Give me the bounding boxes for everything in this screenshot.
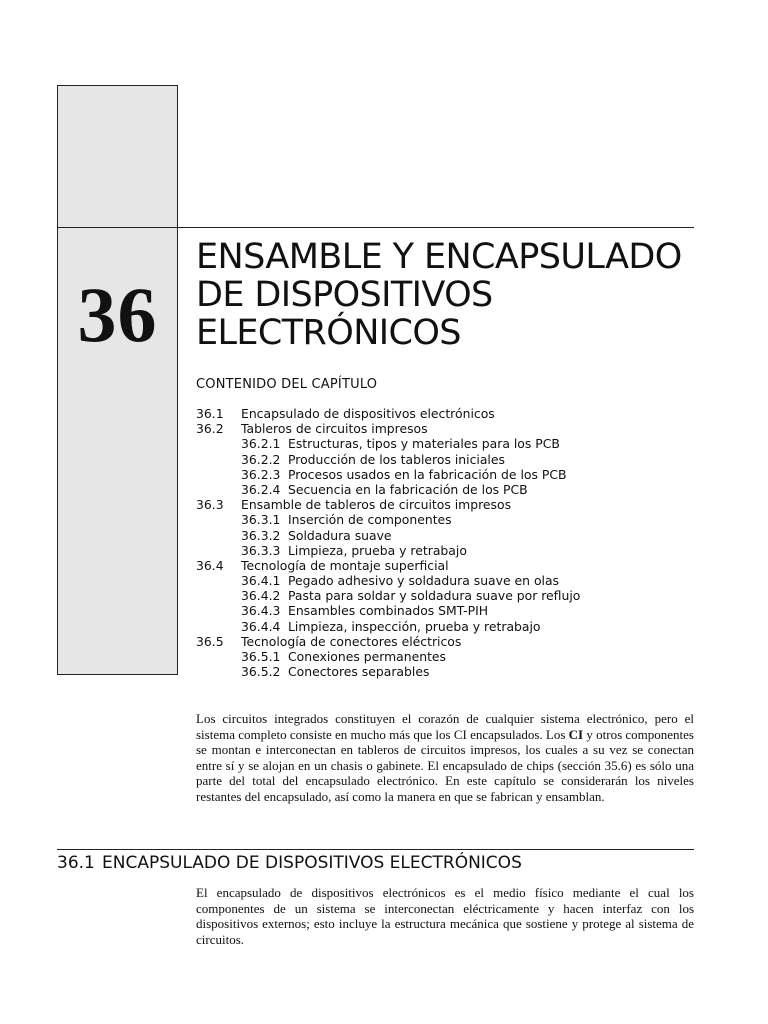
toc-item-number: 36.3.1 <box>241 512 281 528</box>
toc-item-label: Procesos usados en la fabricación de los PCB <box>288 466 567 482</box>
toc-item-label: Secuencia en la fabricación de los PCB <box>288 481 528 497</box>
toc-item-number: 36.2.2 <box>241 451 281 467</box>
toc-item-label: Soldadura suave <box>288 527 392 543</box>
intro-bold-term: CI <box>568 726 584 742</box>
intro-text: Los circuitos integrados constituyen el corazón de cualquier sistema electrónico, pero el sistema completo consiste en mucho más que los CI encapsulados. Los <box>196 711 694 742</box>
intro-paragraph <box>196 711 694 804</box>
chapter-title <box>196 238 716 352</box>
section-rule <box>57 849 694 850</box>
toc-item-number: 36.2 <box>196 421 224 437</box>
toc-item-number: 36.2.4 <box>241 481 281 497</box>
toc-item-label: Pegado adhesivo y soldadura suave en olas <box>288 573 560 589</box>
toc-item-label: Encapsulado de dispositivos electrónicos <box>241 406 495 421</box>
toc-item-number: 36.4.4 <box>241 618 281 634</box>
toc-item-number: 36.4 <box>196 557 224 573</box>
toc-heading: CONTENIDO DEL CAPÍTULO <box>196 377 378 392</box>
intro-text: y otros componentes se montan e interconectan en tableros de circuitos impresos, los cuales a su vez se conectan entre sí y se alojan en un chasis o gabinete. El encapsulado de chips (sección 35.6) es sólo una parte del total del encapsulado electrónico. En este capítulo se considerarán los niveles restantes del encapsulado, así como la manera en que se fabrican y ensamblan. <box>196 726 694 804</box>
toc-item-label: Conectores separables <box>288 664 430 680</box>
toc-item-number: 36.4.1 <box>241 573 281 589</box>
toc-item-number: 36.5.1 <box>241 649 281 664</box>
toc-item-label: Estructuras, tipos y materiales para los PCB <box>288 436 560 452</box>
toc-item-label: Limpieza, prueba y retrabajo <box>288 542 467 558</box>
section-paragraph: El encapsulado de dispositivos electrónicos es el medio físico mediante el cual los componentes de un sistema se interconectan eléctricamente y hacen interfaz con los dispositivos externos; esto incluye la estructura mecánica que sostiene y protege al sistema de circuitos. <box>196 885 694 947</box>
toc-item-number: 36.3.3 <box>241 542 281 558</box>
toc-item-number: 36.1 <box>196 406 224 421</box>
toc-item-label: Tecnología de conectores eléctricos <box>241 633 462 649</box>
chapter-title-line: ELECTRÓNICOS <box>196 313 461 353</box>
toc-item-number: 36.2.1 <box>241 436 281 452</box>
toc-item-label: Limpieza, inspección, prueba y retrabajo <box>288 618 541 634</box>
toc-item-label: Tableros de circuitos impresos <box>241 421 428 437</box>
sidebar-divider <box>57 227 178 228</box>
toc-item-number: 36.3 <box>196 497 224 513</box>
toc-item-number: 36.3.2 <box>241 527 281 543</box>
toc-item-label: Ensamble de tableros de circuitos impresos <box>241 497 512 513</box>
toc-item-label: Tecnología de montaje superficial <box>241 557 449 573</box>
section-title: ENCAPSULADO DE DISPOSITIVOS ELECTRÓNICOS <box>102 853 522 873</box>
toc-item-number: 36.4.3 <box>241 603 281 619</box>
chapter-title-line: DE DISPOSITIVOS <box>196 275 493 315</box>
toc-item-label: Inserción de componentes <box>288 512 452 528</box>
toc-item-label: Pasta para soldar y soldadura suave por reflujo <box>288 588 581 604</box>
section-number: 36.1 <box>57 853 95 873</box>
toc-item-label: Conexiones permanentes <box>288 649 447 664</box>
toc-item-label: Producción de los tableros iniciales <box>288 451 505 467</box>
toc-item-number: 36.4.2 <box>241 588 281 604</box>
chapter-sidebar-box <box>57 85 178 675</box>
toc-item-number: 36.5.2 <box>241 664 281 680</box>
toc-item-label: Ensambles combinados SMT-PIH <box>288 603 489 619</box>
toc-item-number: 36.5 <box>196 633 224 649</box>
section-heading <box>57 853 522 873</box>
chapter-title-line: ENSAMBLE Y ENCAPSULADO <box>196 237 682 277</box>
title-rule <box>178 227 694 228</box>
toc-item-number: 36.2.3 <box>241 466 281 482</box>
chapter-number: 36 <box>77 271 158 358</box>
